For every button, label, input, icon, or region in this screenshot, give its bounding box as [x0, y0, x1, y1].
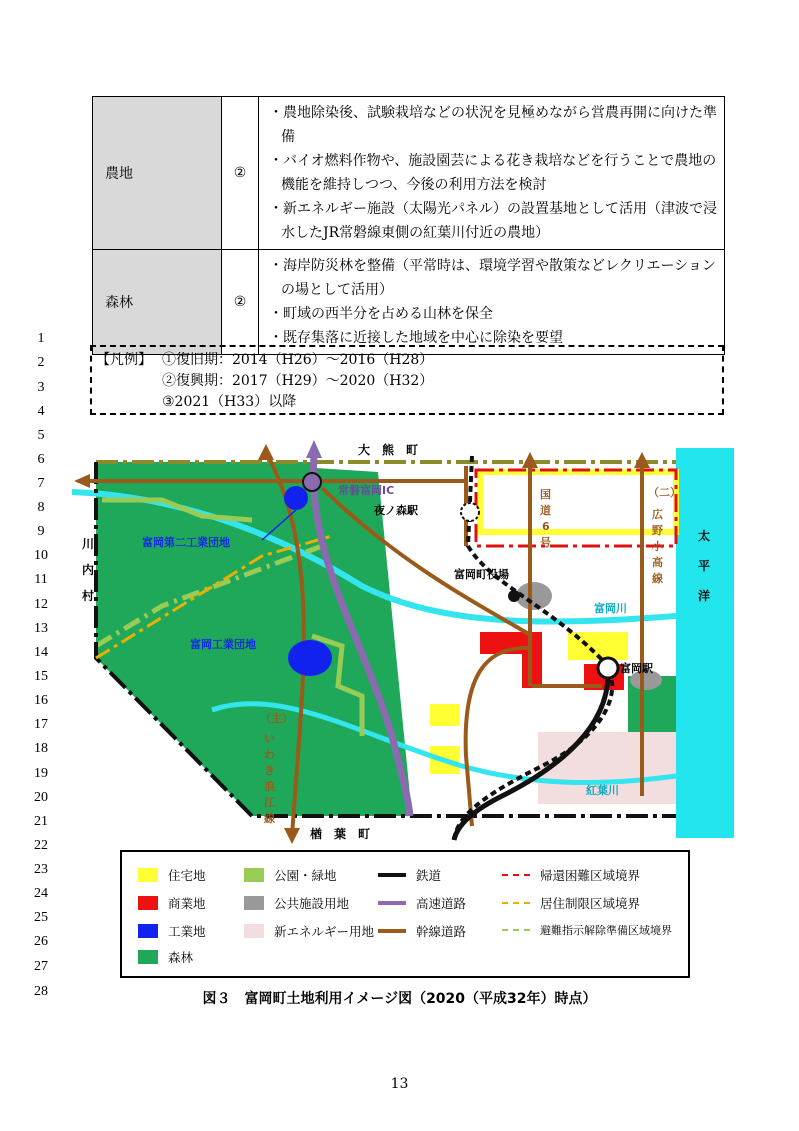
line-number: 24 — [34, 886, 48, 901]
route6-label — [540, 487, 551, 549]
line-number: 18 — [34, 741, 48, 756]
road-arrow — [258, 444, 274, 460]
land-use-map — [62, 436, 752, 846]
figure-caption: 図３ 富岡町土地利用イメージ図（2020（平成32年）時点） — [202, 991, 597, 1007]
phase-legend — [90, 345, 724, 415]
key-expressway: 高速道路 — [378, 894, 466, 912]
svg-text:号: 号 — [540, 536, 551, 549]
key-zone-difficult: 帰還困難区域境界 — [502, 866, 640, 884]
kouyou-river-label: 紅葉川 — [586, 784, 619, 797]
line-number: 1 — [37, 331, 45, 346]
line-number: 4 — [37, 404, 45, 419]
svg-text:道: 道 — [540, 504, 551, 517]
key-industrial: 工業地 — [138, 922, 206, 940]
svg-text:広: 広 — [652, 508, 663, 521]
svg-text:線: 線 — [652, 572, 663, 585]
line-number: 8 — [37, 500, 45, 515]
svg-text:村: 村 — [82, 589, 95, 603]
svg-text:（主）: （主） — [260, 712, 293, 725]
phase-cell: ② — [222, 97, 259, 250]
svg-text:小: 小 — [652, 540, 663, 553]
phase-2: ②復興期：2017（H29）～2020（H32） — [162, 373, 434, 389]
line-number: 9 — [37, 524, 45, 539]
okuma-label: 大 熊 町 — [358, 443, 419, 457]
svg-text:わ: わ — [264, 748, 275, 761]
road-arrow — [74, 474, 90, 488]
residential-area — [430, 704, 460, 726]
description-cell — [259, 250, 725, 355]
svg-text:い: い — [264, 732, 275, 745]
line-number: 5 — [37, 428, 45, 443]
svg-text:洋: 洋 — [698, 589, 711, 603]
key-residential: 住宅地 — [138, 866, 206, 884]
svg-text:き: き — [264, 764, 275, 777]
key-zone-restricted: 居住制限区域境界 — [502, 894, 640, 912]
station-node — [461, 503, 479, 521]
line-number: 26 — [34, 934, 48, 949]
bullet-item: ・農地除染後、試験栽培などの状況を見極めながら営農再開に向けた準備 — [269, 105, 717, 145]
pacific-ocean — [676, 448, 734, 838]
line-number: 27 — [34, 959, 48, 974]
key-park: 公園・緑地 — [244, 866, 337, 884]
line-number: 13 — [34, 621, 48, 636]
line-number: 17 — [34, 717, 48, 732]
pacific-label: 太 — [698, 529, 711, 543]
residential-area — [480, 472, 676, 532]
line-number: 14 — [34, 645, 48, 660]
svg-text:野: 野 — [652, 524, 663, 537]
svg-text:平: 平 — [698, 559, 711, 573]
line-number: 16 — [34, 693, 48, 708]
industrial2-label: 富岡第二工業団地 — [142, 536, 230, 549]
line-number: 10 — [34, 548, 48, 563]
description-cell — [259, 97, 725, 250]
category-cell: 農地 — [93, 97, 222, 250]
station-node — [598, 658, 618, 678]
svg-text:（二）: （二） — [648, 486, 681, 499]
line-number: 15 — [34, 669, 48, 684]
ic-label: 常磐富岡IC — [338, 484, 395, 497]
svg-text:線: 線 — [264, 812, 275, 825]
table-row — [93, 97, 725, 250]
key-rail: 鉄道 — [378, 866, 441, 884]
svg-text:浪: 浪 — [264, 780, 275, 793]
key-zone-prepare: 避難指示解除準備区域境界 — [502, 922, 672, 938]
page-number: 13 — [390, 1076, 409, 1092]
town-office-dot — [508, 590, 520, 602]
svg-text:国: 国 — [540, 488, 551, 501]
tomioka-river-label: 富岡川 — [594, 602, 627, 615]
svg-text:内: 内 — [82, 563, 95, 577]
line-number: 28 — [34, 984, 48, 999]
naraha-label: 楢 葉 町 — [310, 827, 371, 841]
key-energy: 新エネルギー用地 — [244, 922, 374, 940]
line-number: 6 — [37, 452, 45, 467]
phase-1: ①復旧期：2014（H26）～2016（H28） — [162, 352, 434, 368]
bullet-item: ・新エネルギー施設（太陽光パネル）の設置基地として活用（津波で浸水したJR常磐線東側の紅葉川付近の農地） — [269, 201, 717, 241]
line-number: 21 — [34, 814, 48, 829]
key-forest: 森林 — [138, 948, 193, 966]
category-cell: 森林 — [93, 250, 222, 355]
line-number: 7 — [37, 476, 45, 491]
expressway-arrow — [306, 440, 322, 458]
line-number: 19 — [34, 766, 48, 781]
town-office-label: 富岡町役場 — [454, 568, 509, 581]
kawauchi-label: 川 — [82, 537, 95, 551]
legend-title: 【凡例】 — [96, 352, 152, 368]
table-row — [93, 250, 725, 355]
svg-text:江: 江 — [264, 796, 275, 809]
line-number: 11 — [34, 572, 48, 587]
industrial-estate-2 — [284, 486, 308, 510]
line-number: 2 — [37, 355, 45, 370]
bullet-item: ・既存集落に近接した地域を中心に除染を要望 — [269, 330, 563, 346]
svg-text:高: 高 — [652, 556, 663, 569]
line-number: 12 — [34, 597, 48, 612]
line-number: 22 — [34, 838, 48, 853]
line-number: 3 — [37, 380, 45, 395]
yonomori-label: 夜ノ森駅 — [374, 504, 418, 517]
line-number: 23 — [34, 862, 48, 877]
key-commercial: 商業地 — [138, 894, 206, 912]
line-number: 25 — [34, 910, 48, 925]
bullet-item: ・バイオ燃料作物や、施設園芸による花き栽培などを行うことで農地の機能を維持しつつ、今後の利用方法を検討 — [269, 153, 717, 193]
key-public: 公共施設用地 — [244, 894, 349, 912]
map-legend — [120, 850, 690, 978]
industrial-estate-1 — [288, 640, 332, 676]
ic-node — [303, 473, 321, 491]
line-number: 20 — [34, 790, 48, 805]
phase-3: ③2021（H33）以降 — [162, 394, 297, 410]
svg-text:6: 6 — [542, 520, 550, 533]
bullet-item: ・海岸防災林を整備（平常時は、環境学習や散策などレクリエーションの場として活用） — [269, 258, 716, 298]
tomioka-station-label: 富岡駅 — [620, 662, 653, 675]
road-arrow — [284, 828, 300, 844]
key-arterial: 幹線道路 — [378, 922, 466, 940]
industrial1-label: 富岡工業団地 — [190, 638, 256, 651]
bullet-item: ・町域の西半分を占める山林を保全 — [269, 306, 493, 322]
phase-cell: ② — [222, 250, 259, 355]
land-use-plan-table — [92, 96, 725, 355]
